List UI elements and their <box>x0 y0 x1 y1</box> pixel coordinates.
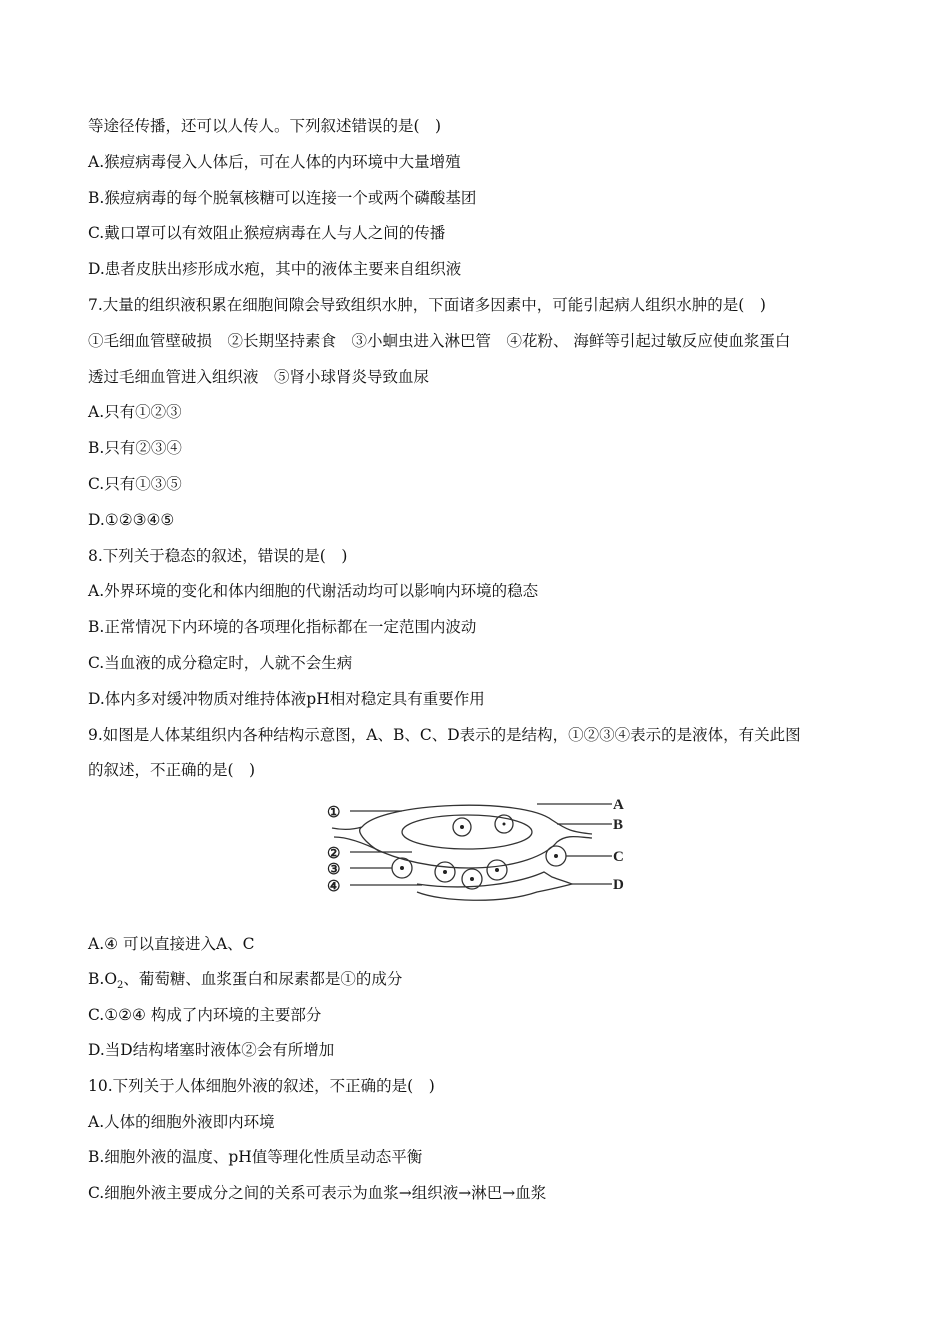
text-line: D.患者皮肤出疹形成水疱，其中的液体主要来自组织液 <box>88 260 462 279</box>
q9-option-b <box>88 969 402 996</box>
label-structure-c: C <box>613 849 624 865</box>
text-line: 的叙述，不正确的是( ) <box>88 761 256 780</box>
text-line: 8.下列关于稳态的叙述，错误的是( ) <box>88 546 348 565</box>
text-line: A.人体的细胞外液即内环境 <box>88 1112 275 1131</box>
text-line: 透过毛细血管进入组织液 ⑤肾小球肾炎导致血尿 <box>88 367 430 386</box>
text-line: A.猴痘病毒侵入人体后，可在人体的内环境中大量增殖 <box>88 152 461 171</box>
text-line: C.戴口罩可以有效阻止猴痘病毒在人与人之间的传播 <box>88 224 446 243</box>
text-line: D.体内多对缓冲物质对维持体液pH相对稳定具有重要作用 <box>88 689 485 708</box>
tissue-structure-diagram <box>322 792 628 904</box>
label-fluid-4: ④ <box>327 879 341 895</box>
label-fluid-3: ③ <box>327 862 341 878</box>
text-line: 10.下列关于人体细胞外液的叙述，不正确的是( ) <box>88 1077 435 1095</box>
label-fluid-1: ① <box>327 805 341 821</box>
q9-option-a: A.④ 可以直接进入A、C <box>88 935 255 953</box>
label-structure-b: B <box>613 817 624 833</box>
text-line: A.只有①②③ <box>88 403 182 422</box>
label-fluid-2: ② <box>327 846 341 862</box>
q9-option-b-prefix: B.O <box>88 970 118 988</box>
text-line: B.猴痘病毒的每个脱氧核糖可以连接一个或两个磷酸基团 <box>88 188 477 207</box>
text-line: C.当血液的成分稳定时，人就不会生病 <box>88 654 353 672</box>
label-structure-a: A <box>613 797 624 813</box>
text-line: B.细胞外液的温度、pH值等理化性质呈动态平衡 <box>88 1148 423 1167</box>
q9-option-d: D.当D结构堵塞时液体②会有所增加 <box>88 1041 335 1059</box>
text-line: 等途径传播，还可以人传人。下列叙述错误的是( ) <box>88 117 442 135</box>
text-line: C.细胞外液主要成分之间的关系可表示为血浆→组织液→淋巴→血浆 <box>88 1184 547 1203</box>
text-line: 7.大量的组织液积累在细胞间隙会导致组织水肿，下面诸多因素中，可能引起病人组织水肿的是( ) <box>88 296 766 314</box>
text-line: B.只有②③④ <box>88 439 182 458</box>
text-line: D.①②③④⑤ <box>88 510 175 529</box>
label-structure-d: D <box>613 877 624 893</box>
text-line: ①毛细血管壁破损 ②长期坚持素食 ③小蛔虫进入淋巴管 ④花粉、 海鲜等引起过敏反应使血浆蛋白 <box>88 331 791 350</box>
q9-option-b-subscript: 2 <box>117 980 124 992</box>
text-line: C.只有①③⑤ <box>88 475 182 493</box>
q9-option-b-text: 、葡萄糖、血浆蛋白和尿素都是①的成分 <box>123 970 403 988</box>
text-line: B.正常情况下内环境的各项理化指标都在一定范围内波动 <box>88 618 477 637</box>
text-line: A.外界环境的变化和体内细胞的代谢活动均可以影响内环境的稳态 <box>88 582 539 601</box>
q9-option-c: C.①②④ 构成了内环境的主要部分 <box>88 1006 322 1024</box>
text-line: 9.如图是人体某组织内各种结构示意图，A、B、C、D表示的是结构，①②③④表示的是液体，有关此图 <box>88 725 801 744</box>
